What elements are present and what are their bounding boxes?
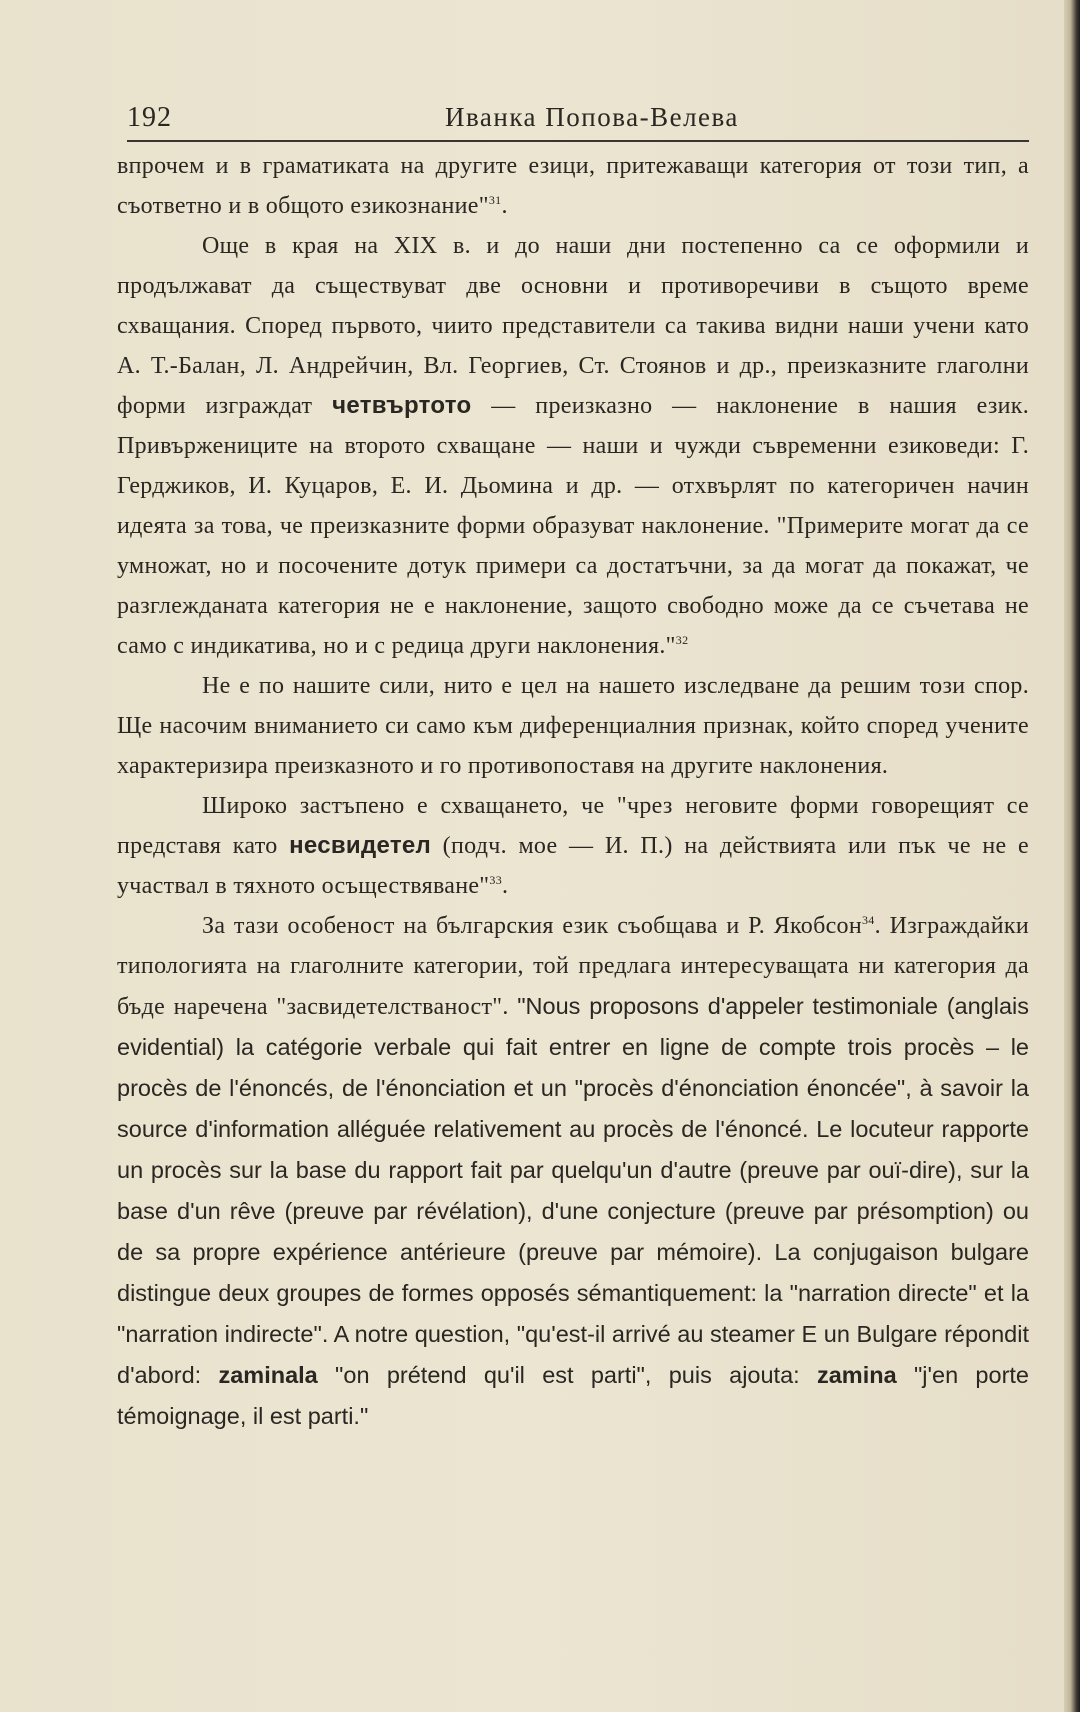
paragraph <box>117 906 1029 1437</box>
footnote-marker: 34 <box>862 913 875 927</box>
text-run: . <box>501 193 508 219</box>
text-run: Не е по нашите сили, нито е цел на нашето изследване да решим този спор. Ще насочим вниманието си само към диференциалния признак, който според учените характеризира преизказното и го противопоставя на другите наклонения. <box>117 673 1029 779</box>
footnote-marker: 32 <box>675 633 689 647</box>
french-quote-text: "Nous proposons d'appeler testimoniale (anglais evidential) la catégorie verbale qui fait entrer en ligne de compte trois procès – le procès de l'énoncés, de l'énonciation et un "procès d'énonciation énoncée", à savoir la source d'information alléguée relativement au procès de l'énoncé. Le locuteur rapporte un procès sur la base du rapport fait par quelqu'un d'autre (preuve par ouï-dire), sur la base d'un rêve (preuve par révélation), d'une conjecture (preuve par présomption) ou de sa propre expérience antérieure (preuve par mémoire). La conjugaison bulgare distingue deux groupes de formes opposés sémantiquement: la "narration directe" et la "narration indirecte". A notre question, "qu'est-il arrivé au steamer E un Bulgare répondit d'abord: <box>117 993 1029 1388</box>
page-header <box>127 100 1029 142</box>
bold-term: zaminala <box>218 1362 318 1388</box>
text-run: впрочем и в граматиката на другите езици, притежаващи категория от този тип, а съответно и в общото езикознание" <box>117 153 1029 219</box>
paragraph <box>117 666 1029 786</box>
text-run: . <box>502 873 509 899</box>
body-text <box>117 146 1029 1437</box>
text-run: Още в края на XIX в. и до наши дни постепенно са се оформили и продължават да съществуват две основни и противоречиви в същото време схващания. Според първото, чиито представители са такива видни наши учени като А. Т.-Балан, Л. Андрейчин, Вл. Георгиев, Ст. Стоянов и др., преизказните глаголни форми изграждат <box>117 233 1029 419</box>
running-head: Иванка Попова-Велева <box>445 102 739 132</box>
french-quote-text: "j'en porte témoignage, il est parti." <box>117 1362 1029 1429</box>
text-run: . Изграждайки типологията на глаголните категории, той предлага интересуващата ни категория да бъде наречена "засвидетелстваност". <box>117 913 1029 1020</box>
paragraph <box>117 146 1029 226</box>
french-quote-text: "on prétend qu'il est parti", puis ajouta: <box>317 1362 817 1388</box>
paragraph <box>117 226 1029 666</box>
text-run: За тази особеност на българския език съобщава и Р. Якобсон <box>202 913 862 939</box>
bold-term: несвидетел <box>289 832 432 859</box>
paragraph <box>117 786 1029 906</box>
text-run: (подч. мое — И. П.) на действията или пък че не е участвал в тяхното осъществяване" <box>117 833 1030 899</box>
text-run: Широко застъпено е схващането, че "чрез неговите форми говорещият се представя като <box>117 793 1029 859</box>
footnote-marker: 33 <box>489 873 503 887</box>
text-run: — преизказно — наклонение в нашия език. Привържениците на второто схващане — наши и чужди съвременни езиковеди: Г. Герджиков, И. Куцаров, Е. И. Дьомина и др. — отхвърлят по категоричен начин идеята за това, че преизказните форми образуват наклонение. "Примерите могат да се умножат, но и посочените дотук примери са достатъчни, за да могат да покажат, че разглежданата категория не е наклонение, защото свободно може да се съчетава не само с индикатива, но и с редица други наклонения." <box>117 393 1029 659</box>
bold-term: четвъртото <box>332 392 472 419</box>
bold-term: zamina <box>816 1362 897 1388</box>
page-number: 192 <box>127 102 172 133</box>
page-edge-shadow <box>1064 0 1080 1712</box>
footnote-marker: 31 <box>488 193 502 207</box>
